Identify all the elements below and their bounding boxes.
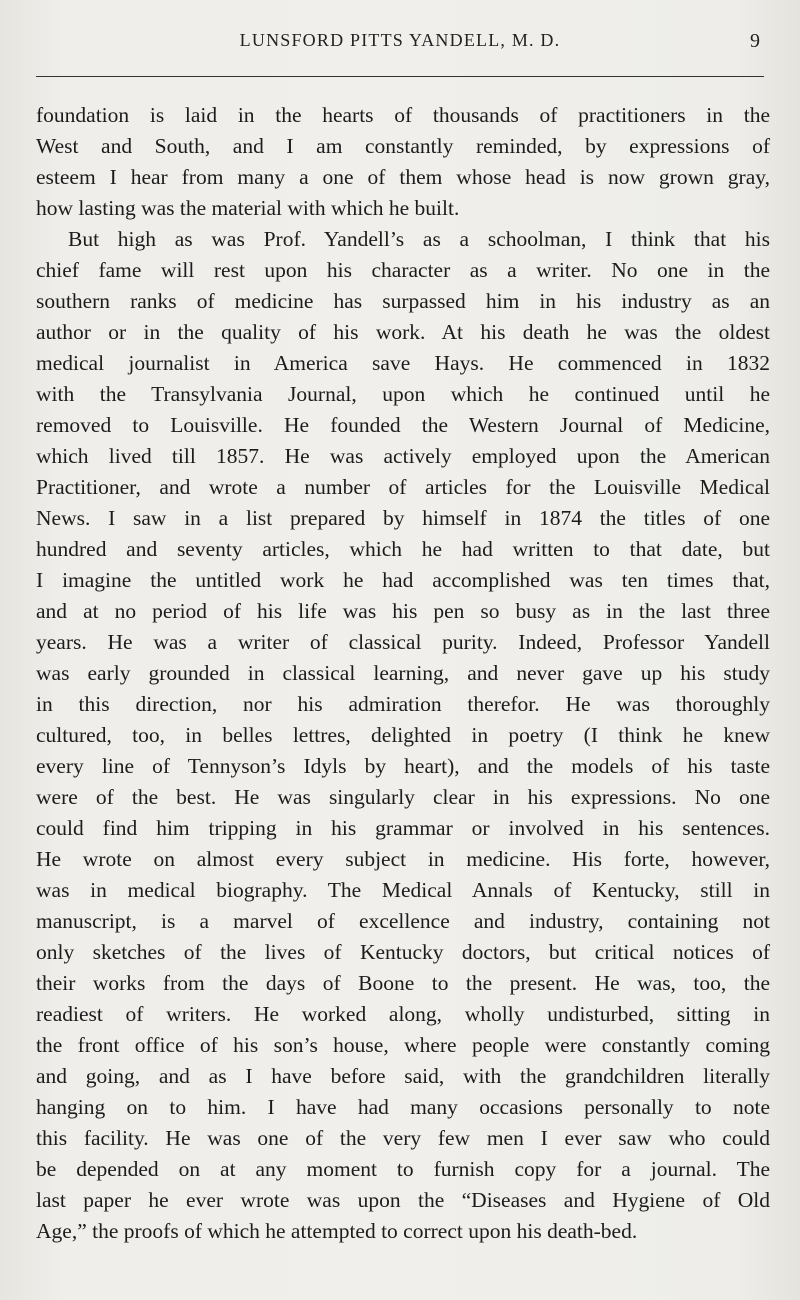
- text-line: could find him tripping in his grammar or involved in his sentences.: [36, 816, 770, 840]
- header-rule: [36, 76, 764, 77]
- text-line: esteem I hear from many a one of them whose head is now grown gray,: [36, 165, 770, 189]
- text-line: He wrote on almost every subject in medicine. His forte, however,: [36, 847, 770, 871]
- text-line: this facility. He was one of the very few men I ever saw who could: [36, 1126, 770, 1150]
- text-line: hanging on to him. I have had many occasions personally to note: [36, 1095, 770, 1119]
- text-line: with the Transylvania Journal, upon which he continued until he: [36, 382, 770, 406]
- text-line: But high as was Prof. Yandell’s as a schoolman, I think that his: [68, 227, 770, 251]
- text-line: years. He was a writer of classical purity. Indeed, Professor Yandell: [36, 630, 770, 654]
- text-line: removed to Louisville. He founded the Western Journal of Medicine,: [36, 413, 770, 437]
- text-line: and going, and as I have before said, with the grandchildren literally: [36, 1064, 770, 1088]
- text-line: West and South, and I am constantly reminded, by expressions of: [36, 134, 770, 158]
- text-line: was in medical biography. The Medical Annals of Kentucky, still in: [36, 878, 770, 902]
- text-line: foundation is laid in the hearts of thousands of practitioners in the: [36, 103, 770, 127]
- text-line: which lived till 1857. He was actively employed upon the American: [36, 444, 770, 468]
- text-line: and at no period of his life was his pen so busy as in the last three: [36, 599, 770, 623]
- running-head: LUNSFORD PITTS YANDELL, M. D.: [239, 30, 561, 50]
- text-line: Age,” the proofs of which he attempted to correct upon his death-bed.: [36, 1219, 638, 1243]
- text-line: southern ranks of medicine has surpassed him in his industry as an: [36, 289, 770, 313]
- text-line: medical journalist in America save Hays. He commenced in 1832: [36, 351, 770, 375]
- body-text: [36, 100, 770, 1247]
- text-line: hundred and seventy articles, which he had written to that date, but: [36, 537, 770, 561]
- paragraph-1: [36, 100, 770, 224]
- text-line: the front office of his son’s house, where people were constantly coming: [36, 1033, 770, 1057]
- text-line: be depended on at any moment to furnish copy for a journal. The: [36, 1157, 770, 1181]
- text-line: chief fame will rest upon his character as a writer. No one in the: [36, 258, 770, 282]
- text-line: readiest of writers. He worked along, wholly undisturbed, sitting in: [36, 1002, 770, 1026]
- text-line: were of the best. He was singularly clear in his expressions. No one: [36, 785, 770, 809]
- page-header: [36, 30, 764, 62]
- text-line: cultured, too, in belles lettres, delighted in poetry (I think he knew: [36, 723, 770, 747]
- text-line: Practitioner, and wrote a number of articles for the Louisville Medical: [36, 475, 770, 499]
- text-line: was early grounded in classical learning, and never gave up his study: [36, 661, 770, 685]
- text-line: manuscript, is a marvel of excellence and industry, containing not: [36, 909, 770, 933]
- text-line: in this direction, nor his admiration therefor. He was thoroughly: [36, 692, 770, 716]
- paragraph-2: [36, 224, 770, 1247]
- text-line: News. I saw in a list prepared by himself in 1874 the titles of one: [36, 506, 770, 530]
- text-line: I imagine the untitled work he had accomplished was ten times that,: [36, 568, 770, 592]
- text-line: author or in the quality of his work. At his death he was the oldest: [36, 320, 770, 344]
- text-line: how lasting was the material with which he built.: [36, 196, 460, 220]
- text-line: last paper he ever wrote was upon the “Diseases and Hygiene of Old: [36, 1188, 770, 1212]
- text-line: every line of Tennyson’s Idyls by heart), and the models of his taste: [36, 754, 770, 778]
- page-number: 9: [750, 30, 760, 52]
- text-line: their works from the days of Boone to the present. He was, too, the: [36, 971, 770, 995]
- text-line: only sketches of the lives of Kentucky doctors, but critical notices of: [36, 940, 770, 964]
